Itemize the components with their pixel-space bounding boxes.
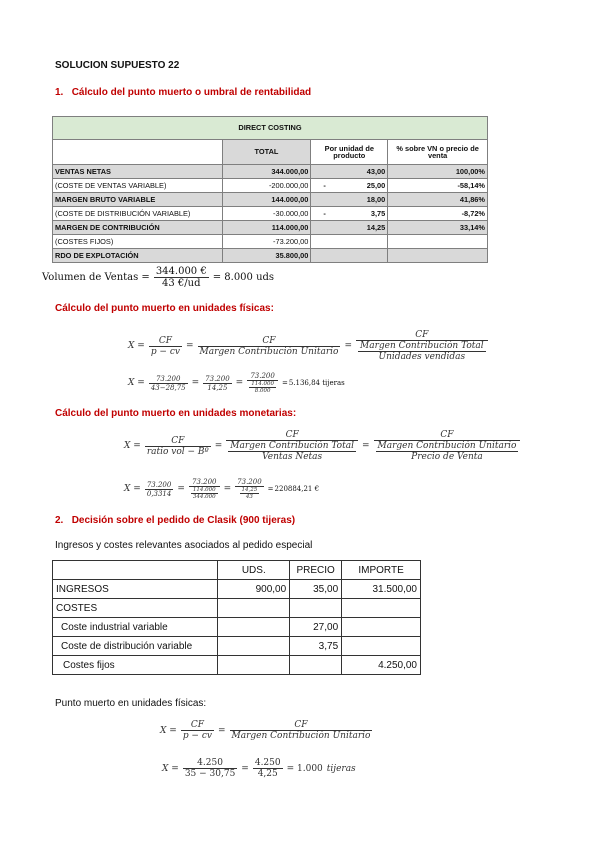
row-total: 114.000,00 (222, 221, 311, 235)
page-title: SOLUCION SUPUESTO 22 (55, 60, 180, 71)
section2-heading (55, 515, 295, 526)
table-row (53, 235, 488, 249)
section1-number: 1. (55, 87, 64, 98)
row-unit: 43,00 (311, 165, 388, 179)
row-total: -73.200,00 (222, 235, 311, 249)
col-unit: Por unidad de producto (311, 140, 388, 165)
row-pct: 33,14% (388, 221, 488, 235)
row-pct (388, 249, 488, 263)
pm-fisicas-numeric: X = $\frac{4.250}{35 - 30,75}$ = $\frac{4.250}{4,25}$ = 1.000 tijeras (162, 758, 356, 779)
monetarias-heading: Cálculo del punto muerto en unidades monetarias: (55, 408, 297, 419)
row-unit: - 3,75 (311, 207, 388, 221)
volumen-formula (42, 266, 274, 289)
table-row (53, 221, 488, 235)
row-label: VENTAS NETAS (53, 165, 223, 179)
volumen-fraction: $\frac{344.000 €}{43 €/ud}$ (155, 266, 207, 289)
row-label: MARGEN BRUTO VARIABLE (53, 193, 223, 207)
table-row (53, 179, 488, 193)
pm-fisicas-result: = 1.000 (286, 763, 323, 774)
ingresos-title: Ingresos y costes relevantes asociados al pedido especial (55, 540, 313, 551)
row-label: (COSTES FIJOS) (53, 235, 223, 249)
table-row: INGRESOS 900,00 35,00 31.500,00 (53, 580, 421, 599)
row-pct: -58,14% (388, 179, 488, 193)
row-label: MARGEN DE CONTRIBUCIÓN (53, 221, 223, 235)
section2-number: 2. (55, 515, 64, 526)
row-unit: - 25,00 (311, 179, 388, 193)
row-label: (COSTE DE VENTAS VARIABLE) (53, 179, 223, 193)
row-label: (COSTE DE DISTRIBUCIÓN VARIABLE) (53, 207, 223, 221)
row-unit (311, 235, 388, 249)
row-pct (388, 235, 488, 249)
fraction-cf-mct-units: $\frac{CF}{\frac{\text{Margen Contribución Total}}{\text{Unidades vendidas}}}$ (356, 330, 488, 362)
section2-title: Decisión sobre el pedido de Clasik (900 tijeras) (71, 515, 296, 526)
row-total: 35.800,00 (222, 249, 311, 263)
monetarias-numeric: X = $\frac{73.200}{0,3314}$ = $\frac{73.200}{\frac{114.000}{344.000}}$ = $\frac{73.200}{\frac{14,25}{43}}$ = 220884,21 € (124, 478, 320, 500)
row-total: 344.000,00 (222, 165, 311, 179)
row-label: RDO DE EXPLOTACIÓN (53, 249, 223, 263)
row-total: -30.000,00 (222, 207, 311, 221)
fisicas-result: 5.136,84 tijeras (288, 379, 345, 387)
table-row (53, 193, 488, 207)
monetarias-result: 220884,21 € (274, 485, 320, 493)
volumen-label: Volumen de Ventas = (42, 272, 150, 283)
table-row (53, 207, 488, 221)
row-total: -200.000,00 (222, 179, 311, 193)
volumen-result: = 8.000 uds (212, 272, 275, 283)
pm-fisicas-formula: X = $\frac{CF}{p - cv}$ = $\frac{CF}{\text{Margen Contribución Unitario}}$ (160, 720, 371, 741)
header-empty (53, 140, 223, 165)
fraction-cf-pcv: $\frac{CF}{p - cv}$ (150, 335, 180, 357)
row-pct: 41,86% (388, 193, 488, 207)
row-unit: 14,25 (311, 221, 388, 235)
table-row (53, 249, 488, 263)
fisicas-heading: Cálculo del punto muerto en unidades físicas: (55, 303, 274, 314)
pm-fisicas-unit: tijeras (326, 763, 356, 774)
table-row: Costes fijos 4.250,00 (53, 656, 421, 675)
table-row (53, 165, 488, 179)
direct-costing-table (52, 116, 488, 263)
fraction-cf-mcu: $\frac{CF}{\text{Margen Contribución Unitario}}$ (199, 335, 339, 357)
col-total: TOTAL (222, 140, 311, 165)
direct-costing-header: DIRECT COSTING (53, 117, 488, 140)
table-row: COSTES (53, 599, 421, 618)
section1-heading (55, 87, 311, 98)
table-row: Coste de distribución variable 3,75 (53, 637, 421, 656)
pedido-table (52, 560, 421, 675)
pm-fisicas-heading: Punto muerto en unidades físicas: (55, 698, 207, 709)
row-unit: 18,00 (311, 193, 388, 207)
row-unit (311, 249, 388, 263)
fisicas-formula: X = $\frac{CF}{p - cv}$ = $\frac{CF}{\text{Margen Contribución Unitario}}$ = $\frac{CF}{\frac{\text{Margen Contribución Total}}{\text{Unidades vendidas}}}$ (128, 330, 488, 362)
table-row: Coste industrial variable 27,00 (53, 618, 421, 637)
monetarias-formula: X = $\frac{CF}{\text{ratio vol − Bº}}$ = $\frac{CF}{\frac{\text{Margen Contribución Total}}{\text{Ventas Netas}}}$ = $\frac{CF}{\frac{\text{Margen Contribución Unitario}}{\text{Precio de Venta}}}$ (124, 430, 520, 462)
col-pct: % sobre VN o precio de venta (388, 140, 488, 165)
section1-title: Cálculo del punto muerto o umbral de rentabilidad (71, 87, 312, 98)
row-pct: -8,72% (388, 207, 488, 221)
row-total: 144.000,00 (222, 193, 311, 207)
fisicas-numeric: X = $\frac{73.200}{43-28,75}$ = $\frac{73.200}{14,25}$ = $\frac{73.200}{\frac{114.000}{8.000}}$ = 5.136,84 tijeras (128, 372, 345, 394)
row-pct: 100,00% (388, 165, 488, 179)
table-header-row: UDS. PRECIO IMPORTE (53, 561, 421, 580)
